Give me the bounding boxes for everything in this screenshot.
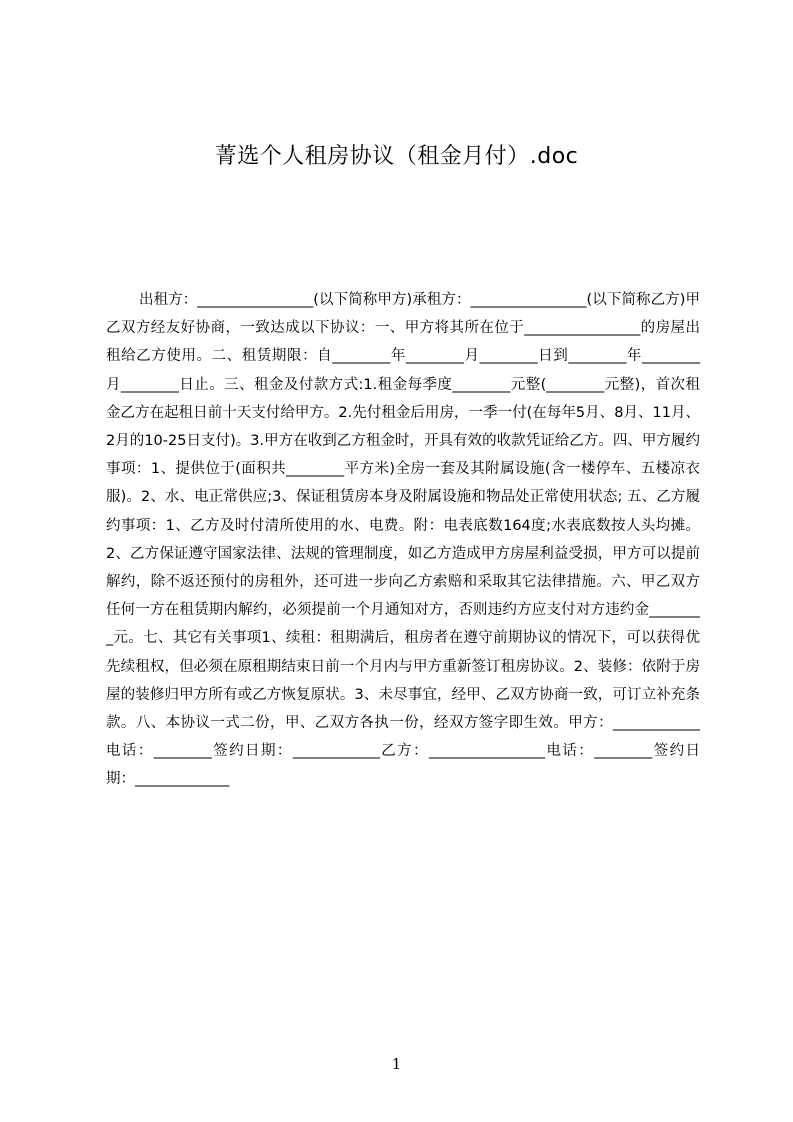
agreement-body-text: 出租方：________________(以下简称甲方)承租方：________________(以下简称乙方)甲乙双方经友好协商，一致达成以下协议：一、甲方将其所在位于________________的房屋出租给乙方使用。二、租赁期限：自________年________月________日到________年________月________日止。三、租金及付款方式:1.租金每季度________元整(________元整)，首次租金乙方在起租日前十天支付给甲方。2.先付租金后用房，一季一付(在每年5月、8月、11月、2月的10-25日支付)。3.甲方在收到乙方租金时，开具有效的收款凭证给乙方。四、甲方履约事项：1、提供位于(面积共________平方米)全房一套及其附属设施(含一楼停车、五楼凉衣服)。2、水、电正常供应;3、保证租赁房本身及附属设施和物品处正常使用状态; 五、乙方履约事项：1、乙方及时付清所使用的水、电费。附：电表底数164度;水表底数按人头均摊。2、乙方保证遵守国家法律、法规的管理制度，如乙方造成甲方房屋利益受损，甲方可以提前解约，除不返还预付的房租外，还可进一步向乙方索赔和采取其它法律措施。六、甲乙双方任何一方在租赁期内解约，必须提前一个月通知对方，否则违约方应支付对方违约金________元。七、其它有关事项1、续租：租期满后，租房者在遵守前期协议的情况下，可以获得优先续租权，但必须在原租期结束日前一个月内与甲方重新签订租房协议。2、装修：依附于房屋的装修归甲方所有或乙方恢复原状。3、未尽事宜，经甲、乙双方协商一致，可订立补充条款。八、本协议一式二份，甲、乙双方各执一份，经双方签字即生效。甲方：____________电话：________签约日期：____________乙方：________________电话：________签约日期：_____________: [106, 292, 700, 788]
page-number: 1: [391, 1055, 402, 1073]
document-title: 菁选个人租房协议（租金月付）.doc: [214, 144, 579, 169]
